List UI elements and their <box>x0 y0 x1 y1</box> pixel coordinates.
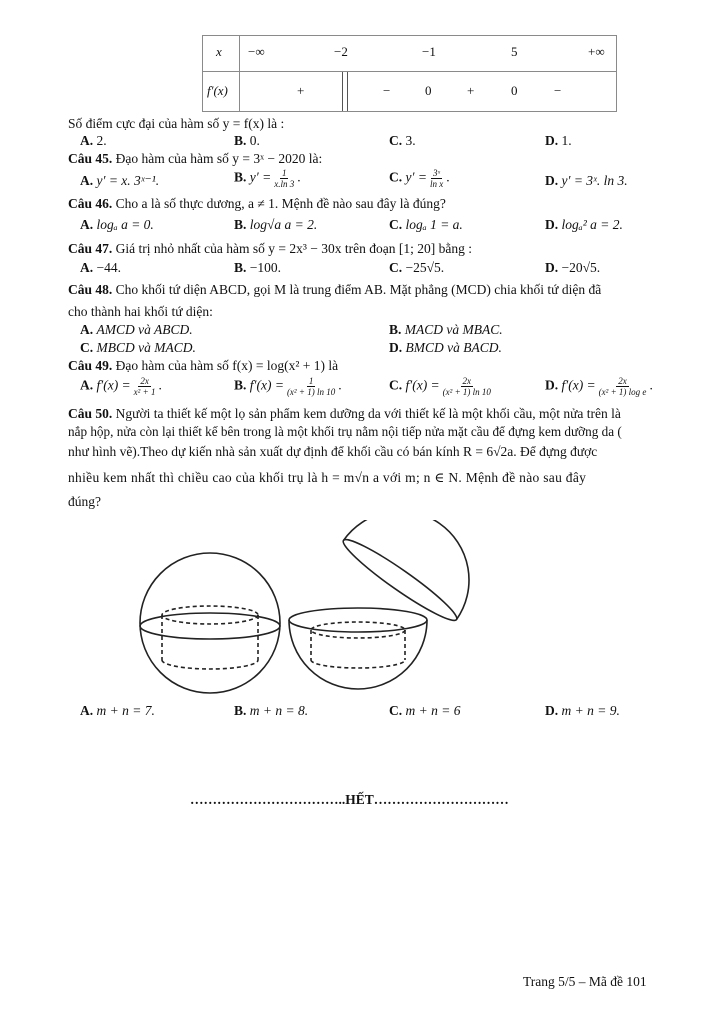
table-sign: 0 <box>425 83 432 98</box>
table-sign: 0 <box>511 83 518 98</box>
q49-question <box>68 357 338 375</box>
q45-answer-d <box>545 172 628 190</box>
answer-text: log√a a = 2. <box>249 217 318 232</box>
table-x-value: −∞ <box>248 44 265 59</box>
lid-rim <box>338 532 463 628</box>
q47-answer-a <box>80 259 121 277</box>
answer-punct: . <box>446 169 450 185</box>
table-sign: + <box>467 83 475 98</box>
sphere-equator <box>140 613 280 639</box>
table-x-value: +∞ <box>588 44 605 59</box>
q44-answer-b <box>234 132 260 150</box>
answer-text: AMCD và ABCD. <box>96 322 193 337</box>
answer-text: −44. <box>96 260 121 275</box>
answer-text: logₐ a = 0. <box>96 217 154 232</box>
q44-answer-d <box>545 132 572 150</box>
answer-text: MBCD và MACD. <box>96 340 196 355</box>
fraction-denominator: (x² + 1) log e <box>598 387 647 397</box>
page-footer: Trang 5/5 – Mã đề 101 <box>523 974 647 989</box>
answer-text: 3. <box>405 133 416 148</box>
q46-answer-b <box>234 216 317 234</box>
answer-letter: B. <box>234 703 247 718</box>
question-text: Cho khối tứ diện ABCD, gọi M là trung điểm AB. Mặt phẳng (MCD) chia khối tứ diện đã <box>115 282 602 297</box>
answer-fraction <box>132 376 158 397</box>
q46-answer-a <box>80 216 154 234</box>
table-sign: − <box>554 83 562 98</box>
hemisphere-bowl <box>289 620 427 689</box>
q46-question <box>68 195 446 213</box>
lid-dome <box>343 520 475 620</box>
q45-answer-c <box>389 168 450 189</box>
q48-answer-a <box>80 321 193 339</box>
answer-letter: D. <box>389 340 403 355</box>
q50-line1 <box>68 405 680 423</box>
question-label: Câu 45. <box>68 151 113 166</box>
fraction-denominator: x.ln 3 <box>274 179 295 189</box>
answer-letter: C. <box>389 169 403 185</box>
fraction-numerator: 2x <box>618 376 627 386</box>
answer-letter: A. <box>80 703 94 718</box>
table-x-value: −2 <box>334 44 348 59</box>
answer-text: BMCD và BACD. <box>405 340 502 355</box>
table-x-value: −1 <box>422 44 436 59</box>
answer-letter: B. <box>234 169 247 185</box>
answer-text: f′(x) = <box>249 377 284 393</box>
q46-answer-c <box>389 216 463 234</box>
answer-text: m + n = 8. <box>249 703 309 718</box>
q49-answer-a <box>80 376 162 397</box>
q50-line3: như hình vẽ).Theo dự kiến nhà sản xuất dự định để khối cầu có bán kính R = 6√2a. Để đựng được <box>68 444 598 459</box>
q47-answer-d <box>545 259 600 277</box>
answer-letter: B. <box>234 377 247 393</box>
answer-text: m + n = 7. <box>96 703 155 718</box>
table-x-label: x <box>216 44 222 59</box>
fraction-numerator: 1 <box>308 376 314 386</box>
fraction-numerator: 2x <box>140 376 149 386</box>
answer-text: y′ = 3ˣ. ln 3. <box>561 173 628 188</box>
sphere-cylinder-figure <box>135 520 475 700</box>
answer-punct: . <box>297 169 301 185</box>
fraction-denominator: (x² + 1) ln 10 <box>286 387 336 397</box>
q50-answer-c <box>389 702 460 720</box>
hemisphere-rim <box>289 608 427 632</box>
answer-letter: A. <box>80 260 94 275</box>
q46-answer-d <box>545 216 623 234</box>
answer-text: logₐ 1 = a. <box>405 217 463 232</box>
q50-answer-b <box>234 702 308 720</box>
question-text: Đạo hàm của hàm số y = 3ˣ − 2020 là: <box>115 151 323 166</box>
answer-text: f′(x) = <box>561 377 596 393</box>
answer-letter: C. <box>389 133 403 148</box>
end-marker: ……………………………..HẾT………………………… <box>190 792 509 807</box>
answer-text: −25√5. <box>405 260 445 275</box>
answer-letter: A. <box>80 217 94 232</box>
cylinder-bottom <box>162 660 258 669</box>
answer-text: m + n = 6 <box>405 703 461 718</box>
answer-letter: A. <box>80 133 94 148</box>
answer-fraction <box>272 168 296 189</box>
question-label: Câu 48. <box>68 282 113 297</box>
fraction-numerator: 3ˣ <box>433 168 441 178</box>
question-label: Câu 49. <box>68 358 113 373</box>
q50-answer-a <box>80 702 155 720</box>
answer-text: MACD và MBAC. <box>404 322 503 337</box>
fraction-denominator: ln x <box>429 179 444 189</box>
q48-answer-c <box>80 339 196 357</box>
q47-answer-b <box>234 259 281 277</box>
table-x-value: 5 <box>511 44 518 59</box>
answer-letter: C. <box>389 377 403 393</box>
question-text: Cho a là số thực dương, a ≠ 1. Mệnh đề nào sau đây là đúng? <box>115 196 446 211</box>
answer-letter: A. <box>80 377 94 393</box>
answer-fraction <box>285 376 337 397</box>
q44-question: Số điểm cực đại của hàm số y = f(x) là : <box>68 116 285 131</box>
answer-letter: D. <box>545 377 559 393</box>
answer-text: y′ = x. 3ˣ⁻¹. <box>96 173 160 188</box>
fraction-denominator: x² + 1 <box>133 387 156 397</box>
table-sign: + <box>297 83 305 98</box>
q49-answer-c <box>389 376 494 397</box>
answer-text: logₐ² a = 2. <box>561 217 623 232</box>
q45-answer-b <box>234 168 301 189</box>
answer-letter: A. <box>80 173 94 188</box>
q48-answer-b <box>389 321 503 339</box>
fraction-numerator: 1 <box>281 168 287 178</box>
answer-text: y′ = <box>249 169 272 185</box>
question-text: Giá trị nhỏ nhất của hàm số y = 2x³ − 30x trên đoạn [1; 20] bằng : <box>115 241 472 256</box>
answer-letter: D. <box>545 217 559 232</box>
answer-text: f′(x) = <box>405 377 440 393</box>
q50-line2: nắp hộp, nửa còn lại thiết kế bên trong là một khối trụ nằm nội tiếp nửa mặt cầu để đựng kem dưỡng da ( <box>68 424 622 439</box>
inner-cylinder-bottom <box>311 660 405 668</box>
answer-text: −100. <box>249 260 282 275</box>
table-sign: − <box>383 83 391 98</box>
question-label: Câu 50. <box>68 406 113 421</box>
q49-answer-d <box>545 376 653 397</box>
q48-line1 <box>68 281 680 299</box>
answer-letter: D. <box>545 703 559 718</box>
answer-text: f′(x) = <box>96 377 131 393</box>
fraction-numerator: 2x <box>462 376 472 386</box>
q48-line2: cho thành hai khối tứ diện: <box>68 304 213 319</box>
answer-letter: C. <box>389 217 403 232</box>
question-label: Câu 46. <box>68 196 113 211</box>
answer-letter: A. <box>80 322 94 337</box>
answer-punct: . <box>649 377 653 393</box>
q44-answer-a <box>80 132 107 150</box>
q48-answer-d <box>389 339 502 357</box>
answer-letter: B. <box>234 133 247 148</box>
question-text: Đạo hàm của hàm số f(x) = log(x² + 1) là <box>115 358 339 373</box>
q47-question <box>68 240 472 258</box>
table-double-bar <box>342 72 348 111</box>
answer-punct: . <box>158 377 162 393</box>
fraction-denominator: (x² + 1) ln 10 <box>442 387 491 397</box>
q44-answer-c <box>389 132 416 150</box>
table-fprime-label: f′(x) <box>207 83 228 98</box>
answer-letter: C. <box>389 703 403 718</box>
answer-text: 0. <box>249 133 260 148</box>
q50-line5: đúng? <box>68 494 101 509</box>
answer-punct: . <box>338 377 342 393</box>
answer-letter: D. <box>545 133 559 148</box>
answer-letter: B. <box>234 217 247 232</box>
sphere-outline <box>140 553 280 693</box>
answer-text: −20√5. <box>561 260 601 275</box>
answer-letter: C. <box>80 340 94 355</box>
answer-fraction <box>428 168 445 189</box>
question-label: Câu 47. <box>68 241 113 256</box>
q49-answer-b <box>234 376 342 397</box>
answer-text: m + n = 9. <box>561 703 620 718</box>
answer-letter: D. <box>545 173 559 188</box>
answer-letter: D. <box>545 260 559 275</box>
q47-answer-c <box>389 259 444 277</box>
answer-letter: B. <box>234 260 247 275</box>
question-text: Người ta thiết kế một lọ sản phẩm kem dưỡng da với thiết kế là một khối cầu, một nửa trên là <box>115 406 621 421</box>
answer-fraction <box>441 376 493 397</box>
answer-text: 1. <box>561 133 572 148</box>
q45-question <box>68 150 322 168</box>
answer-fraction <box>597 376 649 397</box>
q50-line4: nhiều kem nhất thì chiều cao của khối trụ là h = m√n a với m; n ∈ N. Mệnh đề nào sau đây <box>68 470 587 485</box>
answer-text: 2. <box>96 133 107 148</box>
q45-answer-a <box>80 172 159 190</box>
answer-text: y′ = <box>405 169 427 185</box>
answer-letter: B. <box>389 322 402 337</box>
answer-letter: C. <box>389 260 403 275</box>
q50-answer-d <box>545 702 620 720</box>
